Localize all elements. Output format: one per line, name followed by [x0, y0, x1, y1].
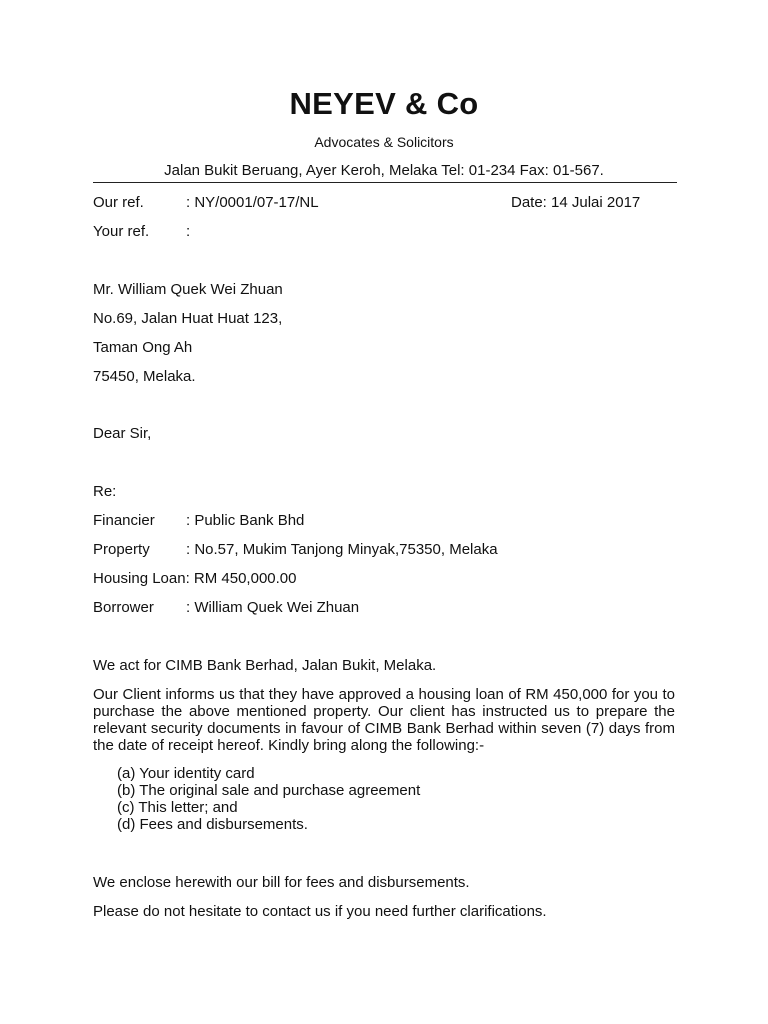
re-label: Re:	[93, 483, 117, 500]
property-value: : No.57, Mukim Tanjong Minyak,75350, Melaka	[186, 541, 498, 558]
borrower-label: Borrower	[93, 599, 154, 616]
our-ref-label: Our ref.	[93, 194, 144, 211]
body-paragraph-3: We enclose herewith our bill for fees and disbursements.	[93, 874, 470, 891]
required-items-list	[117, 765, 420, 833]
recipient-name: Mr. William Quek Wei Zhuan	[93, 281, 283, 298]
housing-loan: Housing Loan: RM 450,000.00	[93, 570, 297, 587]
body-paragraph-1: We act for CIMB Bank Berhad, Jalan Bukit, Melaka.	[93, 657, 437, 674]
firm-subtitle: Advocates & Solicitors	[314, 134, 454, 150]
firm-name: NEYEV & Co	[289, 86, 479, 121]
financier-label: Financier	[93, 512, 155, 529]
list-item: (c) This letter; and	[117, 799, 238, 816]
property-label: Property	[93, 541, 150, 558]
salutation: Dear Sir,	[93, 425, 152, 442]
recipient-address-line-2: Taman Ong Ah	[93, 339, 193, 356]
list-item: (d) Fees and disbursements.	[117, 816, 308, 833]
list-item: (a) Your identity card	[117, 765, 255, 782]
list-item: (b) The original sale and purchase agreement	[117, 782, 421, 799]
our-ref-value: : NY/0001/07-17/NL	[186, 194, 319, 211]
your-ref-value: :	[186, 223, 191, 240]
your-ref-label: Your ref.	[93, 223, 150, 240]
borrower-value: : William Quek Wei Zhuan	[186, 599, 360, 616]
recipient-address-line-3: 75450, Melaka.	[93, 368, 196, 385]
letterhead-divider	[93, 182, 677, 183]
body-paragraph-4: Please do not hesitate to contact us if you need further clarifications.	[93, 903, 547, 920]
body-paragraph-2: Our Client informs us that they have approved a housing loan of RM 450,000 for you to purchase the above mentioned property. Our client has instructed us to prepare the relevant security documents in favour of CIMB Bank Berhad within seven (7) days from the date of receipt hereof. Kindly bring along the following:-	[93, 686, 675, 754]
letter-date: Date: 14 Julai 2017	[511, 194, 641, 211]
firm-address: Jalan Bukit Beruang, Ayer Keroh, Melaka Tel: 01-234 Fax: 01-567.	[164, 162, 604, 179]
financier-value: : Public Bank Bhd	[186, 512, 305, 529]
recipient-address-line-1: No.69, Jalan Huat Huat 123,	[93, 310, 283, 327]
